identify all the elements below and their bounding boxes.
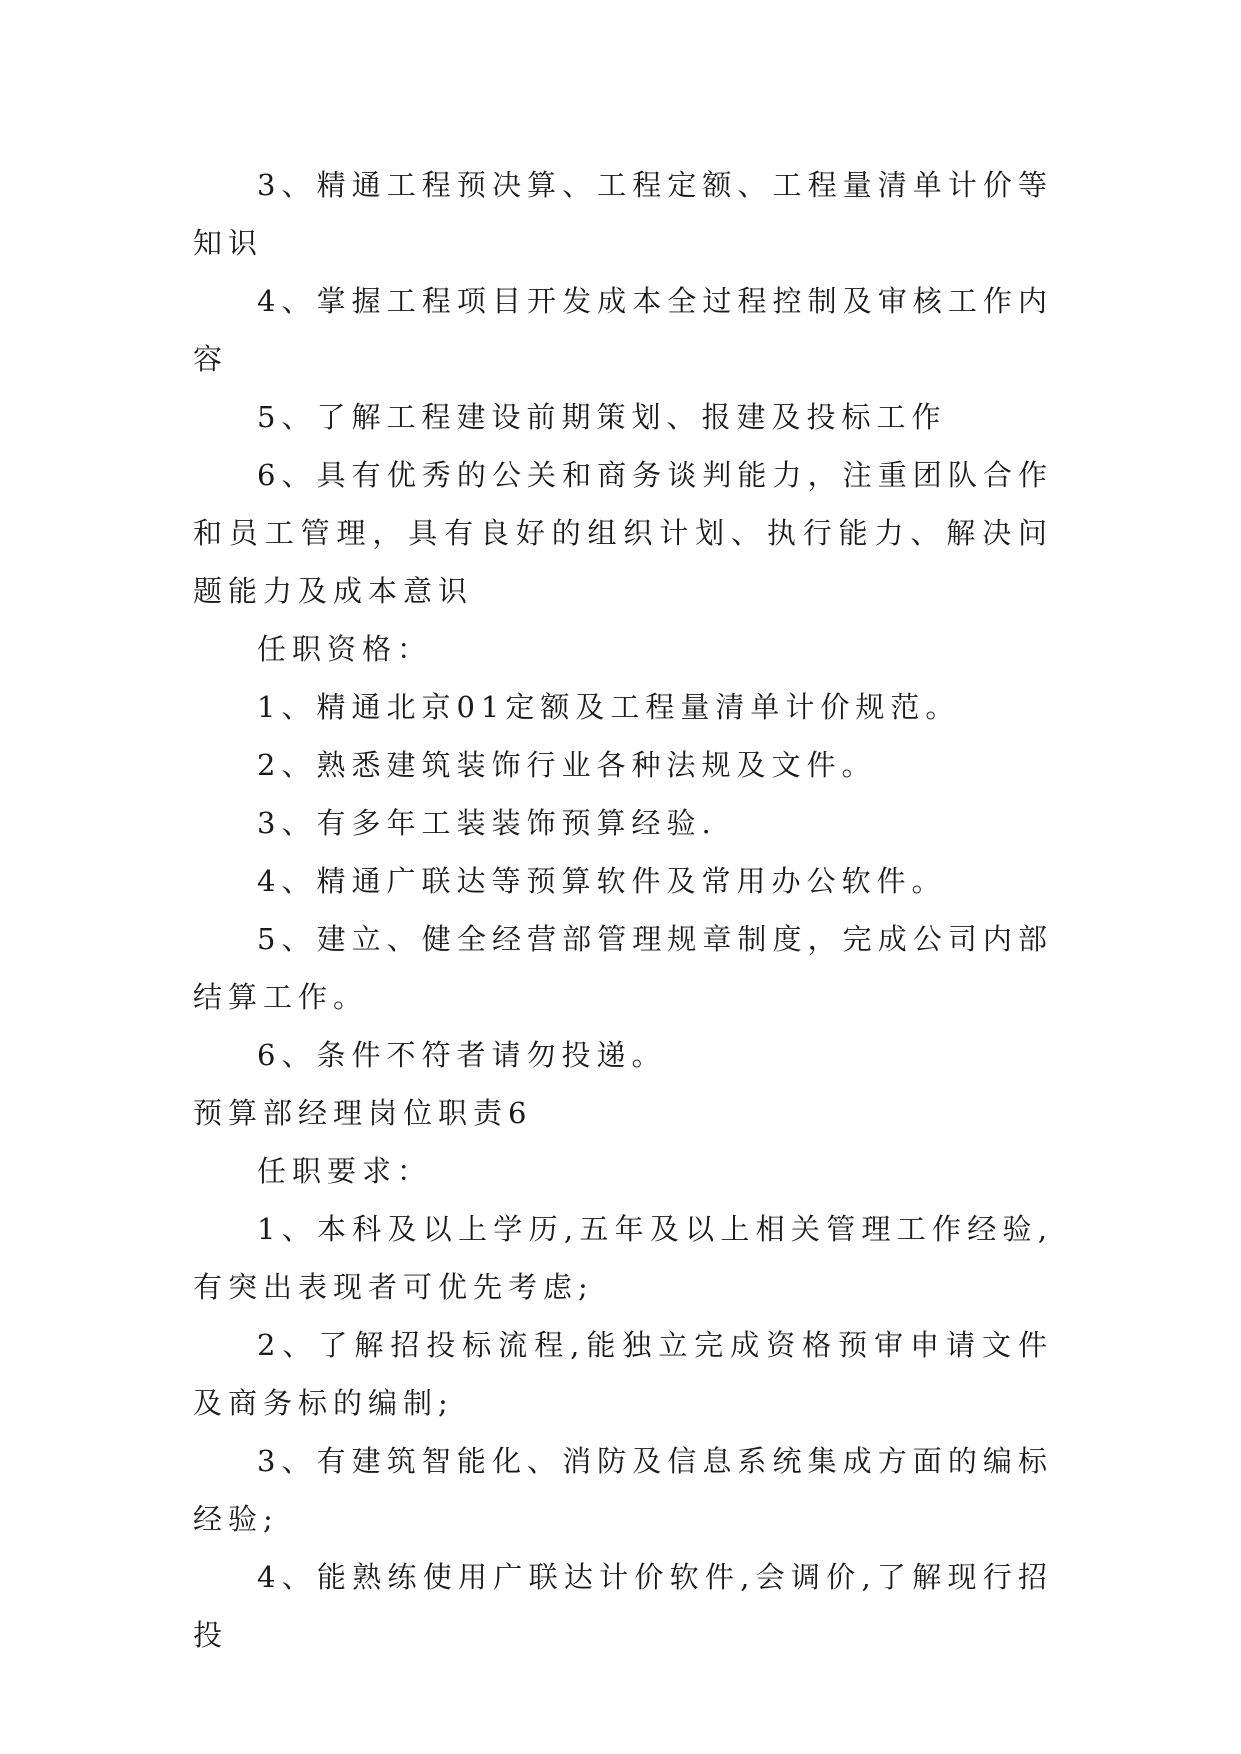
paragraph-qual-6: 6、条件不符者请勿投递。: [257, 1038, 667, 1072]
paragraph-qual-2: 2、熟悉建筑装饰行业各种法规及文件。: [257, 748, 877, 782]
paragraph-item-6-abilities: 6、具有优秀的公关和商务谈判能力，注重团队合作和员工管理，具有良好的组织计划、执行能力、解决问题能力及成本意识: [193, 458, 1053, 608]
paragraph-qual-3: 3、有多年工装装饰预算经验.: [257, 806, 717, 840]
paragraph-qual-1: 1、精通北京01定额及工程量清单计价规范。: [257, 690, 961, 724]
paragraph-req-3: 3、有建筑智能化、消防及信息系统集成方面的编标经验;: [193, 1444, 1053, 1536]
paragraph-req-1: 1、本科及以上学历,五年及以上相关管理工作经验,有突出表现者可优先考虑;: [193, 1212, 1053, 1304]
paragraph-item-3-knowledge: 3、精通工程预决算、工程定额、工程量清单计价等知识: [193, 168, 1053, 260]
paragraph-qual-5: 5、建立、健全经营部管理规章制度，完成公司内部结算工作。: [193, 922, 1053, 1014]
section-heading: 预算部经理岗位职责6: [193, 1096, 533, 1130]
paragraph-req-2: 2、了解招投标流程,能独立完成资格预审申请文件及商务标的编制;: [193, 1328, 1053, 1420]
paragraph-qual-4: 4、精通广联达等预算软件及常用办公软件。: [257, 864, 947, 898]
section-label-requirements: 任职要求：: [257, 1154, 433, 1188]
paragraph-item-5-planning: 5、了解工程建设前期策划、报建及投标工作: [257, 400, 947, 434]
document-body: [193, 156, 1053, 1664]
paragraph-item-4-cost-control: 4、掌握工程项目开发成本全过程控制及审核工作内容: [193, 284, 1053, 376]
section-label-qualifications: 任职资格：: [257, 632, 433, 666]
paragraph-req-4: 4、能熟练使用广联达计价软件,会调价,了解现行招投: [193, 1560, 1053, 1652]
